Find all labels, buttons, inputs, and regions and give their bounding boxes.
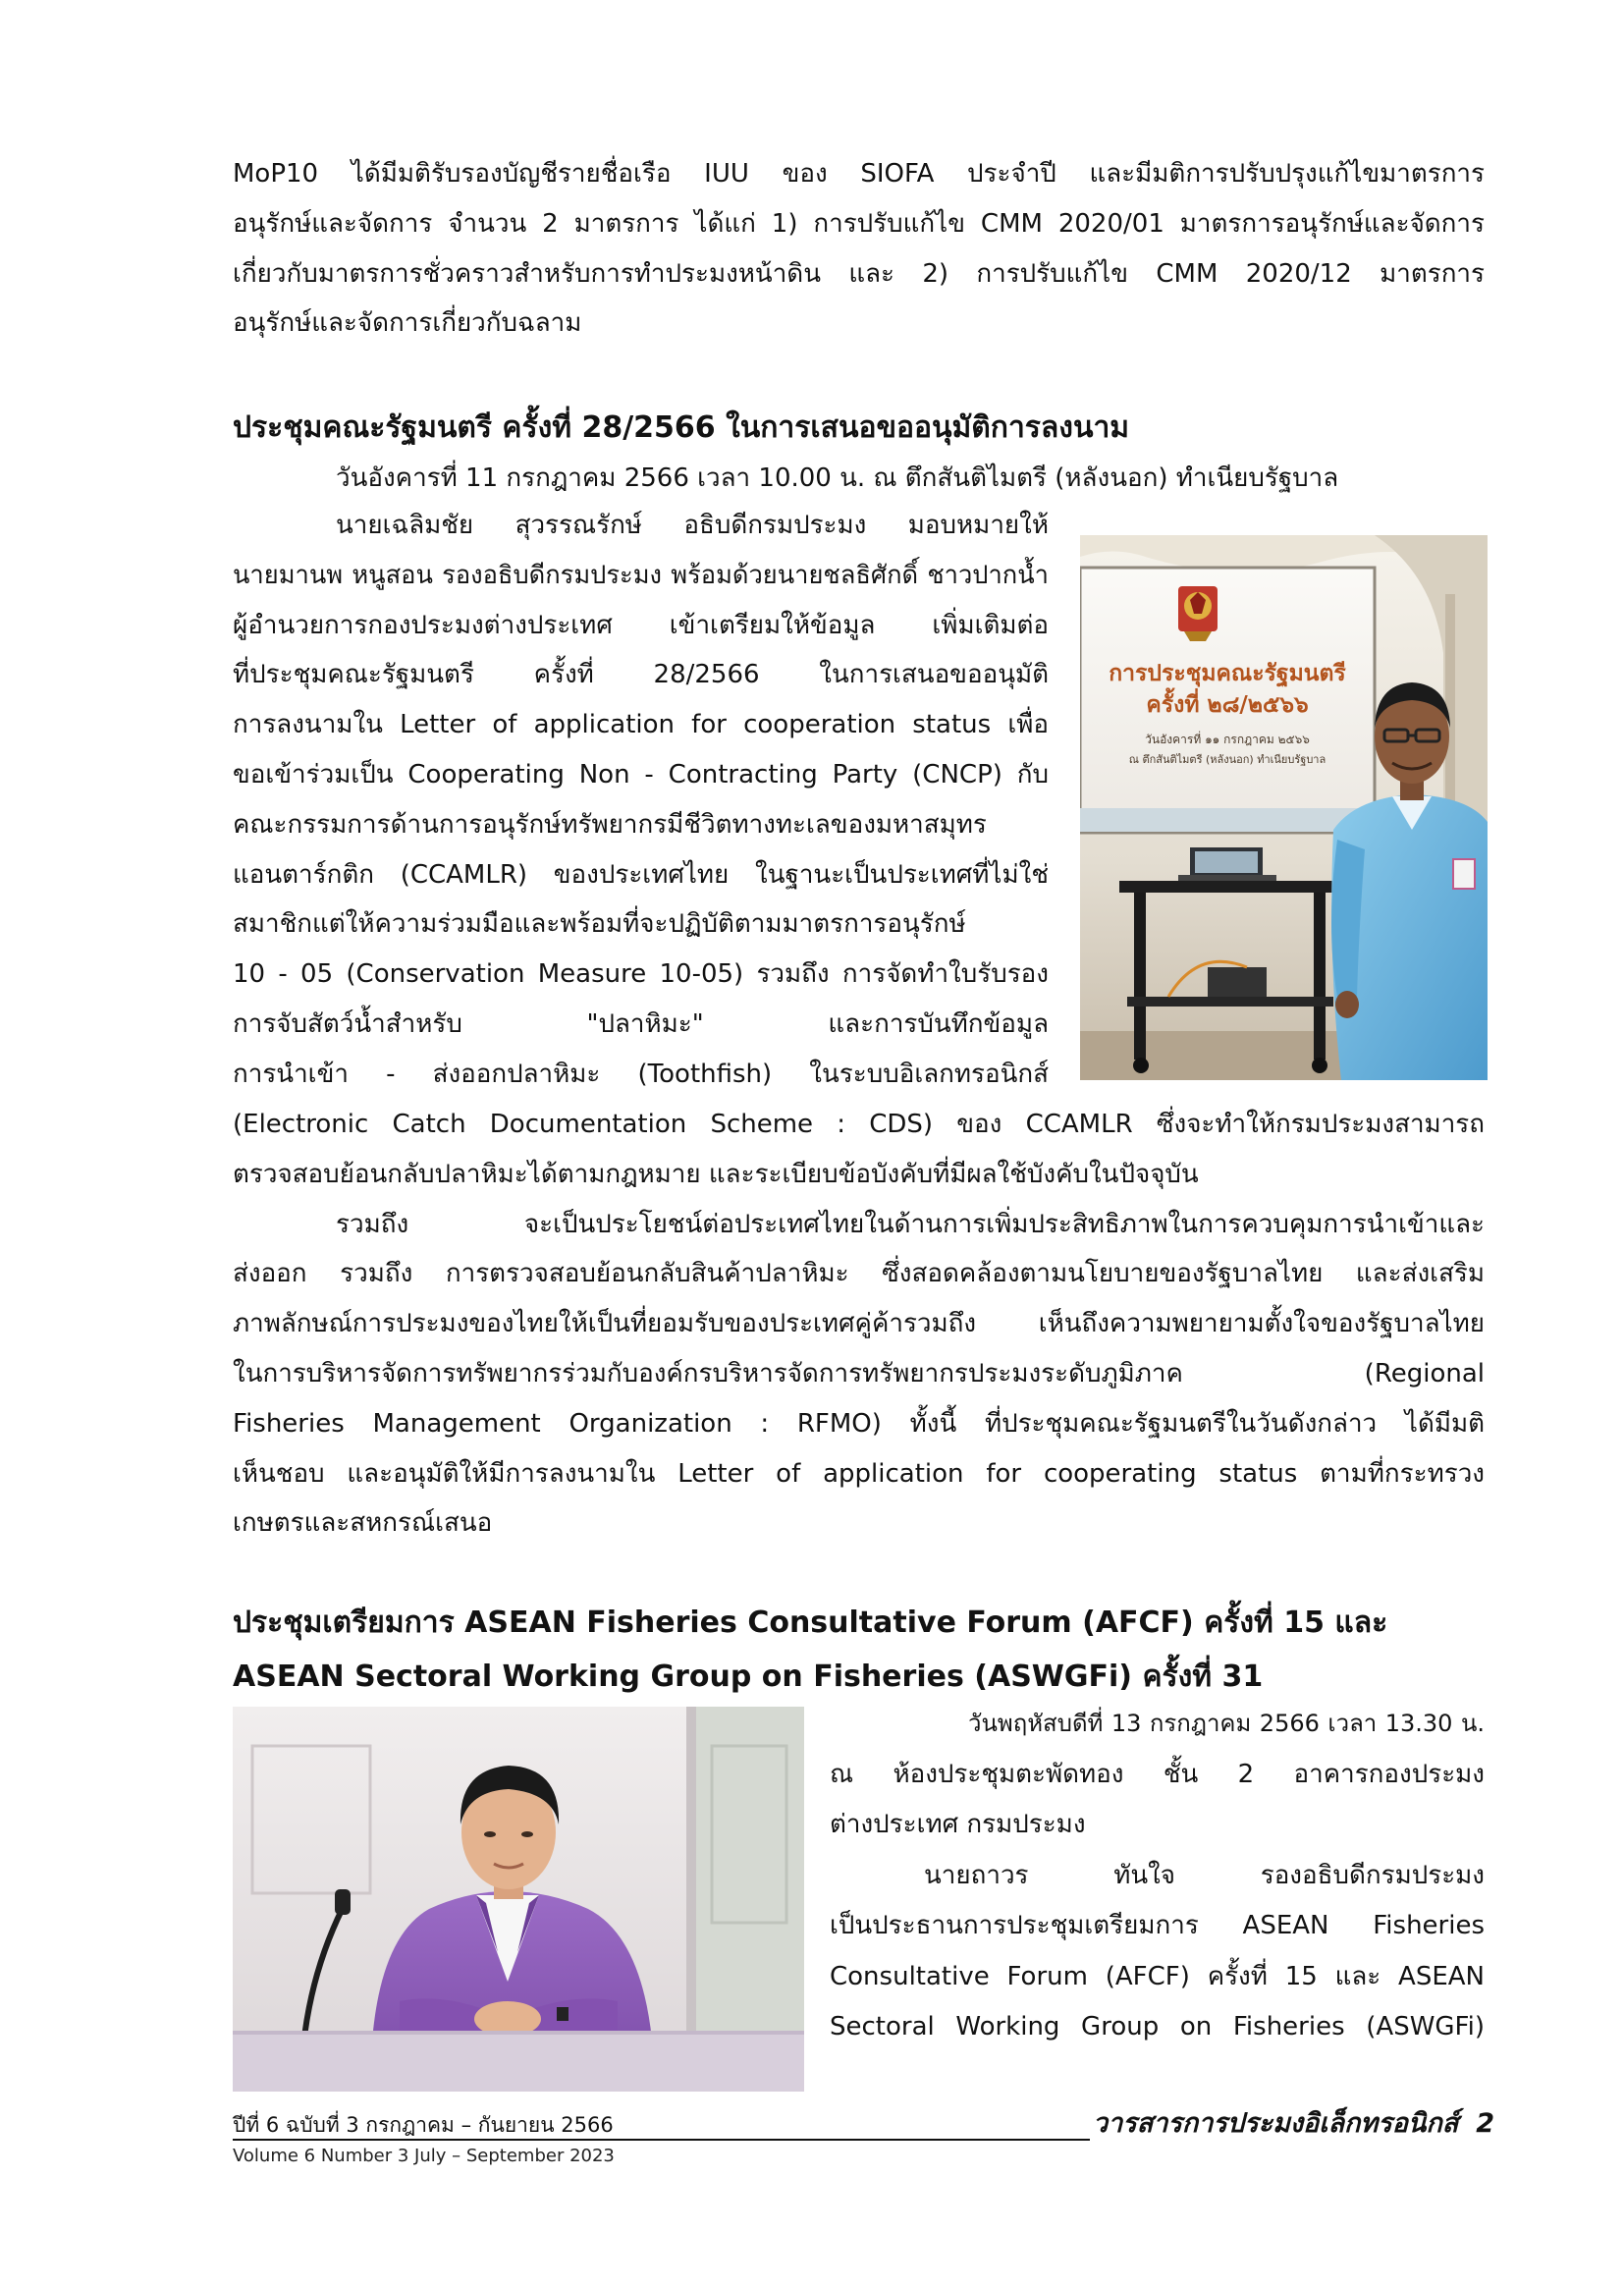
body-line: วันพฤหัสบดีที่ 13 กรกฎาคม 2566 เวลา 13.30 น.	[968, 1710, 1485, 1737]
body-line: การนำเข้า - ส่งออกปลาหิมะ (Toothfish) ในระบบอิเลกทรอนิกส์	[233, 1059, 1049, 1089]
body-line: เป็นประธานการประชุมเตรียมการ ASEAN Fisheries	[830, 1911, 1485, 1940]
footer-journal-title: วารสารการประมงอิเล็กทรอนิกส์	[1092, 2108, 1459, 2139]
section2-text	[830, 1699, 1485, 2053]
body-line: ตรวจสอบย้อนกลับปลาหิมะได้ตามกฎหมาย และระเบียบข้อบังคับที่มีผลใช้บังคับในปัจจุบัน	[233, 1159, 1199, 1189]
footer-issue-english: Volume 6 Number 3 July – September 2023	[233, 2146, 615, 2166]
screen-title: การประชุมคณะรัฐมนตรี	[1109, 661, 1346, 686]
body-line: สมาชิกแต่ให้ความร่วมมือและพร้อมที่จะปฏิบัติตามมาตรการอนุรักษ์	[233, 909, 966, 940]
section2-heading-line: ASEAN Sectoral Working Group on Fisheries (ASWGFi) ครั้งที่ 31	[233, 1660, 1264, 1694]
section1-full-text	[233, 1100, 1485, 1549]
section1-date	[233, 454, 1485, 504]
body-line: Sectoral Working Group on Fisheries (ASWGFi)	[830, 2012, 1485, 2041]
section1-wrap-text	[233, 501, 1049, 1100]
body-line: เห็นชอบ และอนุมัติให้มีการลงนามใน Letter of application for cooperating status ตามที่กระทรวง	[233, 1458, 1485, 1489]
section1-heading: ประชุมคณะรัฐมนตรี ครั้งที่ 28/2566 ในการเสนอขออนุมัติการลงนาม	[233, 410, 1130, 445]
body-line: เกษตรและสหกรณ์เสนอ	[233, 1508, 493, 1539]
body-line: ขอเข้าร่วมเป็น Cooperating Non - Contracting Party (CNCP) กับ	[233, 759, 1049, 789]
body-line: 10 - 05 (Conservation Measure 10-05) รวมถึง การจัดทำใบรับรอง	[233, 959, 1049, 990]
page-number: 2	[1476, 2108, 1494, 2139]
intro-line: อนุรักษ์และจัดการ จำนวน 2 มาตรการ ได้แก่ 1) การปรับแก้ไข CMM 2020/01 มาตรการอนุรักษ์และจัดการ	[233, 208, 1485, 239]
section2-heading-line: ประชุมเตรียมการ ASEAN Fisheries Consultative Forum (AFCF) ครั้งที่ 15 และ	[233, 1606, 1388, 1640]
body-line: ภาพลักษณ์การประมงของไทยให้เป็นที่ยอมรับของประเทศคู่ค้ารวมถึง เห็นถึงความพยายามตั้งใจของรัฐบาลไทย	[233, 1309, 1485, 1339]
screen-number: ครั้งที่ ๒๘/๒๕๖๖	[1146, 692, 1309, 718]
intro-line: อนุรักษ์และจัดการเกี่ยวกับฉลาม	[233, 308, 582, 339]
screen-place: ณ ตึกสันติไมตรี (หลังนอก) ทำเนียบรัฐบาล	[1128, 753, 1326, 766]
body-line: ต่างประเทศ กรมประมง	[830, 1810, 1086, 1839]
body-line: คณะกรรมการด้านการอนุรักษ์ทรัพยากรมีชีวิตทางทะเลของมหาสมุทร	[233, 809, 987, 840]
cabinet-meeting-illustration	[1080, 535, 1488, 1080]
body-line: การลงนามใน Letter of application for cooperation status เพื่อ	[233, 710, 1049, 740]
section1-date-line: วันอังคารที่ 11 กรกฎาคม 2566 เวลา 10.00 น. ณ ตึกสันติไมตรี (หลังนอก) ทำเนียบรัฐบาล	[336, 463, 1339, 493]
body-line: Consultative Forum (AFCF) ครั้งที่ 15 และ ASEAN	[830, 1961, 1485, 1991]
section2-heading	[233, 1596, 1485, 1704]
body-line: ผู้อำนวยการกองประมงต่างประเทศ เข้าเตรียมให้ข้อมูล เพิ่มเติมต่อ	[233, 610, 1049, 640]
afcf-meeting-illustration	[233, 1707, 804, 2092]
body-line: ณ ห้องประชุมตะพัดทอง ชั้น 2 อาคารกองประมง	[830, 1759, 1485, 1789]
body-line: (Electronic Catch Documentation Scheme : CDS) ของ CCAMLR ซึ่งจะทำให้กรมประมงสามารถ	[233, 1110, 1485, 1139]
body-line: นายมานพ หนูสอน รองอธิบดีกรมประมง พร้อมด้วยนายชลธิศักดิ์ ชาวปากน้ำ	[233, 560, 1049, 590]
intro-line: เกี่ยวกับมาตรการชั่วคราวสำหรับการทำประมงหน้าดิน และ 2) การปรับแก้ไข CMM 2020/12 มาตรการ	[233, 258, 1485, 289]
body-line: รวมถึง จะเป็นประโยชน์ต่อประเทศไทยในด้านการเพิ่มประสิทธิภาพในการควบคุมการนำเข้าและ	[336, 1209, 1485, 1239]
body-line: ที่ประชุมคณะรัฐมนตรี ครั้งที่ 28/2566 ในการเสนอขออนุมัติ	[233, 660, 1049, 690]
body-line: นายถาวร ทันใจ รองอธิบดีกรมประมง	[924, 1860, 1485, 1890]
footer-issue-thai: ปีที่ 6 ฉบับที่ 3 กรกฎาคม – กันยายน 2566	[233, 2113, 614, 2137]
intro-line: MoP10 ได้มีมติรับรองบัญชีรายชื่อเรือ IUU ของ SIOFA ประจำปี และมีมติการปรับปรุงแก้ไขมาตรการ	[233, 159, 1485, 189]
body-line: ในการบริหารจัดการทรัพยากรร่วมกับองค์กรบริหารจัดการทรัพยากรประมงระดับภูมิภาค (Regional	[233, 1358, 1485, 1388]
screen-date: วันอังคารที่ ๑๑ กรกฎาคม ๒๕๖๖	[1145, 733, 1310, 746]
body-line: Fisheries Management Organization : RFMO) ทั้งนี้ ที่ประชุมคณะรัฐมนตรีในวันดังกล่าว ได้มีมติ	[233, 1408, 1485, 1439]
body-line: นายเฉลิมชัย สุวรรณรักษ์ อธิบดีกรมประมง มอบหมายให้	[336, 511, 1049, 540]
afcf-meeting-photo	[233, 1707, 804, 2092]
footer-rule	[233, 2139, 1090, 2141]
cabinet-meeting-photo	[1080, 535, 1488, 1080]
body-line: ส่งออก รวมถึง การตรวจสอบย้อนกลับสินค้าปลาหิมะ ซึ่งสอดคล้องตามนโยบายของรัฐบาลไทย และส่งเสริม	[233, 1259, 1485, 1289]
body-line: การจับสัตว์น้ำสำหรับ "ปลาหิมะ" และการบันทึกข้อมูล	[233, 1008, 1049, 1039]
body-line: แอนตาร์กติก (CCAMLR) ของประเทศไทย ในฐานะเป็นประเทศที่ไม่ใช่	[233, 859, 1049, 890]
intro-paragraph	[233, 149, 1485, 349]
footer-journal	[1093, 2104, 1494, 2144]
